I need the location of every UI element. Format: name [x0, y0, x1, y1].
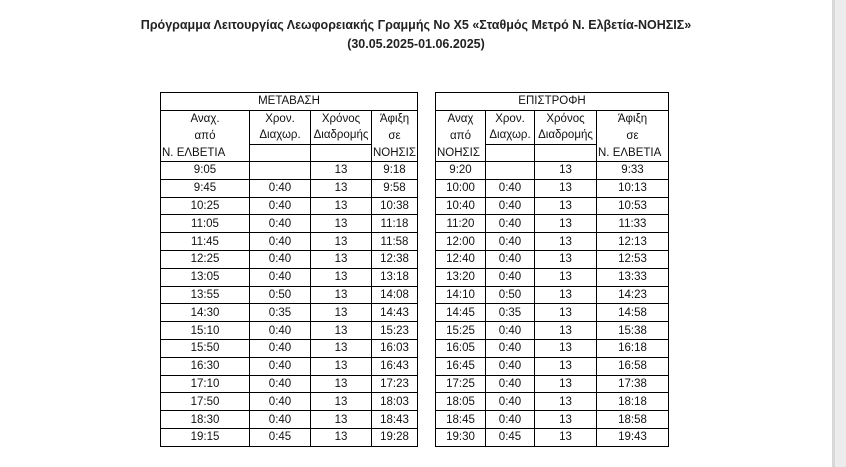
- out-depart-cell: 14:30: [161, 304, 250, 322]
- out-depart-cell: 11:05: [161, 215, 250, 233]
- out-arrival-cell: 18:43: [372, 411, 418, 429]
- title-line-2: (30.05.2025-01.06.2025): [347, 37, 485, 51]
- out-duration-cell: 13: [311, 162, 372, 180]
- out-interval-cell: [250, 162, 311, 180]
- document-title: [0, 16, 832, 54]
- in-depart-cell: 16:05: [436, 339, 486, 357]
- table-row: [161, 304, 669, 322]
- column-gap: [418, 197, 436, 215]
- out-arrival-cell: 19:28: [372, 428, 418, 446]
- out-interval-blank: [250, 144, 311, 162]
- column-gap: [418, 411, 436, 429]
- in-depart-cell: 18:45: [436, 411, 486, 429]
- table-row: [161, 179, 669, 197]
- out-arrival-cell: 13:18: [372, 268, 418, 286]
- out-arrival-cell: 11:58: [372, 233, 418, 251]
- in-duration-cell: 13: [535, 215, 597, 233]
- out-duration-cell: 13: [311, 286, 372, 304]
- out-duration-cell: 13: [311, 411, 372, 429]
- out-duration-cell: 13: [311, 357, 372, 375]
- column-gap: [418, 322, 436, 340]
- in-duration-cell: 13: [535, 197, 597, 215]
- in-arrival-label: Άφιξη: [597, 110, 669, 127]
- in-depart-cell: 18:05: [436, 393, 486, 411]
- table-row: [161, 162, 669, 180]
- out-interval-cell: 0:50: [250, 286, 311, 304]
- in-duration-cell: 13: [535, 162, 597, 180]
- page-edge-shadow: [832, 0, 835, 467]
- outbound-header: ΜΕΤΑΒΑΣΗ: [161, 93, 418, 111]
- out-duration-cell: 13: [311, 428, 372, 446]
- out-duration-cell: 13: [311, 197, 372, 215]
- table-row: [161, 339, 669, 357]
- in-arrival-cell: 14:58: [597, 304, 669, 322]
- in-arrival-cell: 16:18: [597, 339, 669, 357]
- in-interval-label: Χρον.: [486, 110, 535, 127]
- in-arrival-cell: 9:33: [597, 162, 669, 180]
- in-arrival-label-2: σε: [597, 127, 669, 144]
- in-depart-cell: 10:40: [436, 197, 486, 215]
- in-depart-cell: 17:25: [436, 375, 486, 393]
- out-duration-cell: 13: [311, 250, 372, 268]
- table-row: [161, 286, 669, 304]
- table-row: [161, 393, 669, 411]
- out-arrival-cell: 16:03: [372, 339, 418, 357]
- in-depart-cell: 11:20: [436, 215, 486, 233]
- in-interval-cell: 0:40: [486, 339, 535, 357]
- section-header-row: [161, 93, 669, 111]
- out-duration-label: Χρόνος: [311, 110, 372, 127]
- in-depart-cell: 12:40: [436, 250, 486, 268]
- column-gap: [418, 428, 436, 446]
- out-interval-cell: 0:40: [250, 197, 311, 215]
- column-gap: [418, 110, 436, 127]
- in-duration-cell: 13: [535, 250, 597, 268]
- out-arrival-label-2: σε: [372, 127, 418, 144]
- out-depart-cell: 19:15: [161, 428, 250, 446]
- out-duration-cell: 13: [311, 304, 372, 322]
- in-interval-label-2: Διαχωρ.: [486, 127, 535, 144]
- in-depart-cell: 14:10: [436, 286, 486, 304]
- out-interval-cell: 0:40: [250, 375, 311, 393]
- in-arrival-cell: 11:33: [597, 215, 669, 233]
- out-depart-stop: Ν. ΕΛΒΕΤΙΑ: [161, 144, 250, 162]
- out-arrival-cell: 9:58: [372, 179, 418, 197]
- out-depart-cell: 9:45: [161, 179, 250, 197]
- out-interval-cell: 0:45: [250, 428, 311, 446]
- in-depart-cell: 9:20: [436, 162, 486, 180]
- out-depart-cell: 10:25: [161, 197, 250, 215]
- in-depart-stop: ΝΟΗΣΙΣ: [436, 144, 486, 162]
- out-depart-cell: 15:50: [161, 339, 250, 357]
- out-interval-cell: 0:40: [250, 339, 311, 357]
- in-duration-cell: 13: [535, 268, 597, 286]
- table-row: [161, 268, 669, 286]
- out-duration-cell: 13: [311, 268, 372, 286]
- out-duration-blank: [311, 144, 372, 162]
- in-arrival-cell: 12:53: [597, 250, 669, 268]
- table-row: [161, 322, 669, 340]
- out-interval-cell: 0:40: [250, 179, 311, 197]
- column-gap: [418, 339, 436, 357]
- out-interval-label-2: Διαχωρ.: [250, 127, 311, 144]
- in-duration-cell: 13: [535, 375, 597, 393]
- column-gap: [418, 375, 436, 393]
- out-duration-cell: 13: [311, 233, 372, 251]
- in-duration-label: Χρόνος: [535, 110, 597, 127]
- column-gap: [418, 357, 436, 375]
- in-interval-cell: [486, 162, 535, 180]
- out-arrival-cell: 18:03: [372, 393, 418, 411]
- in-arrival-cell: 14:23: [597, 286, 669, 304]
- column-gap: [418, 127, 436, 144]
- in-interval-cell: 0:50: [486, 286, 535, 304]
- out-interval-cell: 0:40: [250, 411, 311, 429]
- table-row: [161, 428, 669, 446]
- table-row: [161, 375, 669, 393]
- in-duration-cell: 13: [535, 411, 597, 429]
- timetable: [160, 92, 669, 447]
- out-depart-cell: 17:50: [161, 393, 250, 411]
- in-duration-cell: 13: [535, 339, 597, 357]
- out-interval-cell: 0:40: [250, 268, 311, 286]
- out-interval-cell: 0:40: [250, 357, 311, 375]
- column-gap: [418, 215, 436, 233]
- out-arrival-cell: 17:23: [372, 375, 418, 393]
- column-gap: [418, 233, 436, 251]
- out-interval-cell: 0:40: [250, 393, 311, 411]
- out-depart-cell: 17:10: [161, 375, 250, 393]
- in-arrival-cell: 12:13: [597, 233, 669, 251]
- in-depart-cell: 10:00: [436, 179, 486, 197]
- out-depart-cell: 11:45: [161, 233, 250, 251]
- out-interval-cell: 0:35: [250, 304, 311, 322]
- column-gap: [418, 393, 436, 411]
- out-arrival-cell: 11:18: [372, 215, 418, 233]
- in-duration-cell: 13: [535, 393, 597, 411]
- in-arrival-cell: 10:53: [597, 197, 669, 215]
- out-arrival-cell: 14:43: [372, 304, 418, 322]
- in-duration-cell: 13: [535, 286, 597, 304]
- in-interval-cell: 0:40: [486, 357, 535, 375]
- in-interval-cell: 0:40: [486, 215, 535, 233]
- table-row: [161, 215, 669, 233]
- in-duration-cell: 13: [535, 322, 597, 340]
- out-duration-cell: 13: [311, 339, 372, 357]
- in-depart-cell: 15:25: [436, 322, 486, 340]
- table-row: [161, 250, 669, 268]
- in-interval-cell: 0:40: [486, 393, 535, 411]
- out-duration-cell: 13: [311, 215, 372, 233]
- out-duration-cell: 13: [311, 179, 372, 197]
- table-row: [161, 233, 669, 251]
- out-interval-cell: 0:40: [250, 233, 311, 251]
- in-interval-cell: 0:40: [486, 375, 535, 393]
- in-depart-cell: 14:45: [436, 304, 486, 322]
- in-duration-cell: 13: [535, 179, 597, 197]
- out-duration-cell: 13: [311, 375, 372, 393]
- in-duration-label-2: Διαδρομής: [535, 127, 597, 144]
- out-arrival-cell: 15:23: [372, 322, 418, 340]
- in-depart-label-2: από: [436, 127, 486, 144]
- column-gap: [418, 162, 436, 180]
- in-interval-blank: [486, 144, 535, 162]
- out-interval-cell: 0:40: [250, 322, 311, 340]
- out-arrival-cell: 14:08: [372, 286, 418, 304]
- in-interval-cell: 0:40: [486, 411, 535, 429]
- in-interval-cell: 0:45: [486, 428, 535, 446]
- in-arrival-cell: 19:43: [597, 428, 669, 446]
- out-arrival-label: Άφιξη: [372, 110, 418, 127]
- out-depart-cell: 12:25: [161, 250, 250, 268]
- in-arrival-stop: Ν. ΕΛΒΕΤΙΑ: [597, 144, 669, 162]
- table-row: [161, 357, 669, 375]
- column-gap: [418, 144, 436, 162]
- in-depart-cell: 19:30: [436, 428, 486, 446]
- out-depart-label-2: από: [161, 127, 250, 144]
- in-arrival-cell: 16:58: [597, 357, 669, 375]
- in-interval-cell: 0:40: [486, 197, 535, 215]
- in-interval-cell: 0:40: [486, 250, 535, 268]
- in-duration-cell: 13: [535, 428, 597, 446]
- in-depart-cell: 13:20: [436, 268, 486, 286]
- header-row-2: [161, 127, 669, 144]
- out-interval-label: Χρον.: [250, 110, 311, 127]
- in-duration-cell: 13: [535, 233, 597, 251]
- table-row: [161, 411, 669, 429]
- in-arrival-cell: 18:18: [597, 393, 669, 411]
- in-arrival-cell: 17:38: [597, 375, 669, 393]
- in-duration-cell: 13: [535, 357, 597, 375]
- header-row-3: [161, 144, 669, 162]
- title-line-1: Πρόγραμμα Λειτουργίας Λεωφορειακής Γραμμής Νο Χ5 «Σταθμός Μετρό Ν. Ελβετία-ΝΟΗΣΙΣ»: [140, 18, 692, 32]
- column-gap: [418, 93, 436, 111]
- out-duration-cell: 13: [311, 322, 372, 340]
- out-depart-cell: 9:05: [161, 162, 250, 180]
- in-duration-cell: 13: [535, 304, 597, 322]
- inbound-header: ΕΠΙΣΤΡΟΦΗ: [436, 93, 669, 111]
- in-interval-cell: 0:40: [486, 233, 535, 251]
- out-depart-cell: 13:55: [161, 286, 250, 304]
- out-arrival-cell: 16:43: [372, 357, 418, 375]
- out-duration-label-2: Διαδρομής: [311, 127, 372, 144]
- column-gap: [418, 268, 436, 286]
- in-arrival-cell: 15:38: [597, 322, 669, 340]
- in-interval-cell: 0:35: [486, 304, 535, 322]
- out-duration-cell: 13: [311, 393, 372, 411]
- out-arrival-cell: 12:38: [372, 250, 418, 268]
- in-interval-cell: 0:40: [486, 322, 535, 340]
- in-interval-cell: 0:40: [486, 268, 535, 286]
- out-depart-cell: 16:30: [161, 357, 250, 375]
- in-depart-cell: 12:00: [436, 233, 486, 251]
- out-interval-cell: 0:40: [250, 250, 311, 268]
- in-depart-cell: 16:45: [436, 357, 486, 375]
- out-depart-label: Αναχ.: [161, 110, 250, 127]
- out-depart-cell: 15:10: [161, 322, 250, 340]
- in-arrival-cell: 13:33: [597, 268, 669, 286]
- out-depart-cell: 13:05: [161, 268, 250, 286]
- column-gap: [418, 286, 436, 304]
- table-row: [161, 197, 669, 215]
- in-depart-label: Αναχ: [436, 110, 486, 127]
- in-arrival-cell: 10:13: [597, 179, 669, 197]
- column-gap: [418, 179, 436, 197]
- out-interval-cell: 0:40: [250, 215, 311, 233]
- in-duration-blank: [535, 144, 597, 162]
- out-arrival-cell: 10:38: [372, 197, 418, 215]
- out-arrival-cell: 9:18: [372, 162, 418, 180]
- out-depart-cell: 18:30: [161, 411, 250, 429]
- column-gap: [418, 250, 436, 268]
- header-row-1: [161, 110, 669, 127]
- column-gap: [418, 304, 436, 322]
- in-arrival-cell: 18:58: [597, 411, 669, 429]
- in-interval-cell: 0:40: [486, 179, 535, 197]
- out-arrival-stop: ΝΟΗΣΙΣ: [372, 144, 418, 162]
